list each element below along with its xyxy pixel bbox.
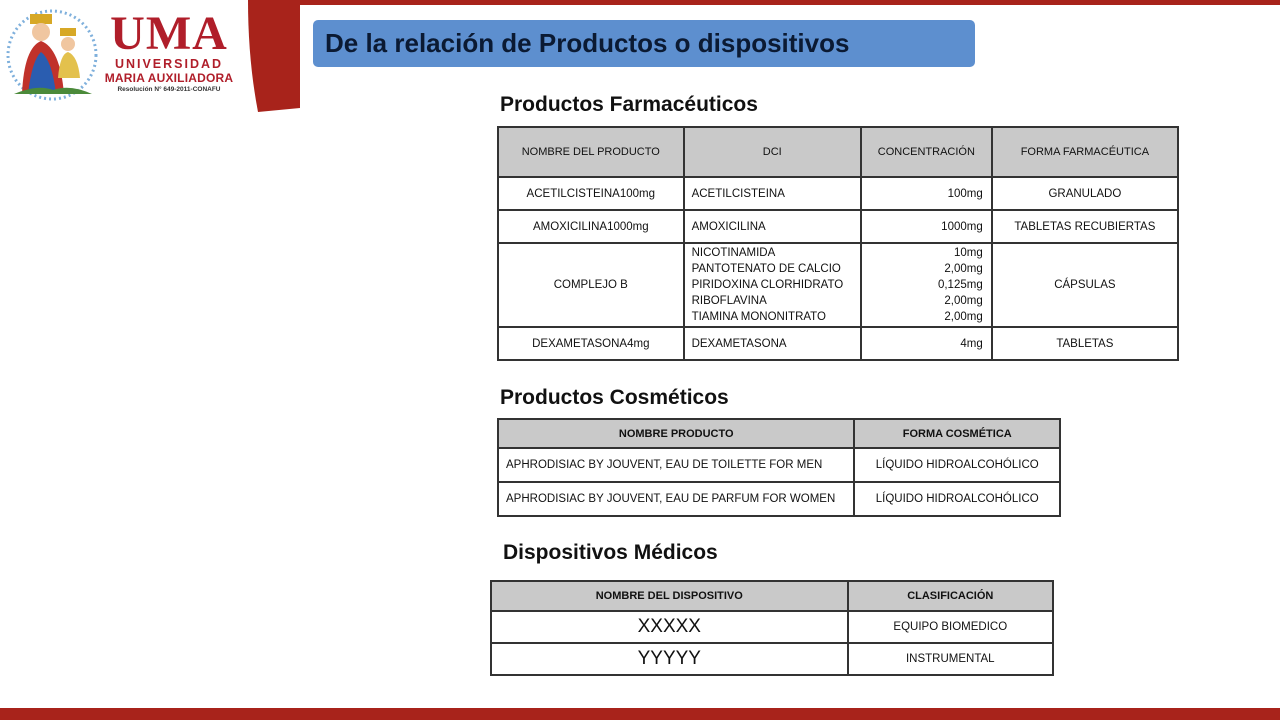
dci-item: PIRIDOXINA CLORHIDRATO	[691, 279, 844, 291]
product-form: GRANULADO	[992, 177, 1178, 210]
cosmetic-table	[497, 418, 1061, 517]
product-name: COMPLEJO B	[498, 243, 684, 327]
devices-header-class: CLASIFICACIÓN	[848, 581, 1053, 611]
top-accent-bar	[290, 0, 1280, 5]
devices-header-row	[491, 581, 1053, 611]
slide-title: De la relación de Productos o dispositivos	[313, 20, 975, 67]
logo-resolution: Resolución N° 649-2011-CONAFU	[117, 86, 221, 93]
pharma-header-dci: DCI	[684, 127, 861, 177]
product-dci: DEXAMETASONA	[684, 327, 861, 360]
device-class: INSTRUMENTAL	[848, 643, 1053, 675]
device-name: YYYYY	[491, 643, 848, 675]
table-row	[498, 177, 1178, 210]
product-form: CÁPSULAS	[992, 243, 1178, 327]
device-name: XXXXX	[491, 611, 848, 643]
table-row	[498, 482, 1060, 516]
cosmetic-form: LÍQUIDO HIDROALCOHÓLICO	[854, 448, 1060, 482]
dci-item: PANTOTENATO DE CALCIO	[691, 263, 841, 275]
cosmetic-name: APHRODISIAC BY JOUVENT, EAU DE PARFUM FOR WOMEN	[498, 482, 854, 516]
dci-item: NICOTINAMIDA	[691, 247, 776, 259]
concentration-item: 2,00mg	[944, 295, 983, 307]
concentration-item: 2,00mg	[944, 263, 983, 275]
table-row	[491, 611, 1053, 643]
concentration-item: 0,125mg	[937, 279, 983, 291]
cosmetic-header-form: FORMA COSMÉTICA	[854, 419, 1060, 448]
product-concentration: 1000mg	[861, 210, 992, 243]
product-name: DEXAMETASONA4mg	[498, 327, 684, 360]
device-class: EQUIPO BIOMEDICO	[848, 611, 1053, 643]
pharma-header-concentration: CONCENTRACIÓN	[861, 127, 992, 177]
cosmetic-header-row	[498, 419, 1060, 448]
product-dci-list	[684, 243, 861, 327]
product-name: AMOXICILINA1000mg	[498, 210, 684, 243]
product-form: TABLETAS RECUBIERTAS	[992, 210, 1178, 243]
devices-section-title: Dispositivos Médicos	[503, 541, 718, 564]
cosmetic-section-title: Productos Cosméticos	[500, 386, 729, 409]
logo-name: MARIA AUXILIADORA	[104, 71, 234, 85]
dci-item: RIBOFLAVINA	[691, 295, 767, 307]
devices-table	[490, 580, 1054, 676]
cosmetic-name: APHRODISIAC BY JOUVENT, EAU DE TOILETTE FOR MEN	[498, 448, 854, 482]
pharma-header-name: NOMBRE DEL PRODUCTO	[498, 127, 684, 177]
table-row	[498, 327, 1178, 360]
product-concentration: 100mg	[861, 177, 992, 210]
pharma-header-row	[498, 127, 1178, 177]
product-concentration-list	[861, 243, 992, 327]
cosmetic-form: LÍQUIDO HIDROALCOHÓLICO	[854, 482, 1060, 516]
virgin-mary-emblem-icon	[8, 8, 98, 98]
product-form: TABLETAS	[992, 327, 1178, 360]
bottom-accent-bar	[0, 708, 1280, 720]
product-name: ACETILCISTEINA100mg	[498, 177, 684, 210]
product-dci: ACETILCISTEINA	[684, 177, 861, 210]
table-row	[498, 448, 1060, 482]
logo-abbreviation: UMA	[110, 7, 228, 60]
concentration-item: 10mg	[953, 247, 983, 259]
product-dci: AMOXICILINA	[684, 210, 861, 243]
table-row	[498, 210, 1178, 243]
table-row	[498, 243, 1178, 327]
table-row	[491, 643, 1053, 675]
devices-header-name: NOMBRE DEL DISPOSITIVO	[491, 581, 848, 611]
dci-item: TIAMINA MONONITRATO	[691, 311, 826, 323]
pharma-header-form: FORMA FARMACÉUTICA	[992, 127, 1178, 177]
product-concentration: 4mg	[861, 327, 992, 360]
logo-university: UNIVERSIDAD	[114, 57, 224, 71]
pharma-table	[497, 126, 1179, 361]
logo-panel	[0, 0, 300, 112]
pharma-section-title: Productos Farmacéuticos	[500, 93, 758, 116]
cosmetic-header-name: NOMBRE PRODUCTO	[498, 419, 854, 448]
concentration-item: 2,00mg	[944, 311, 983, 323]
